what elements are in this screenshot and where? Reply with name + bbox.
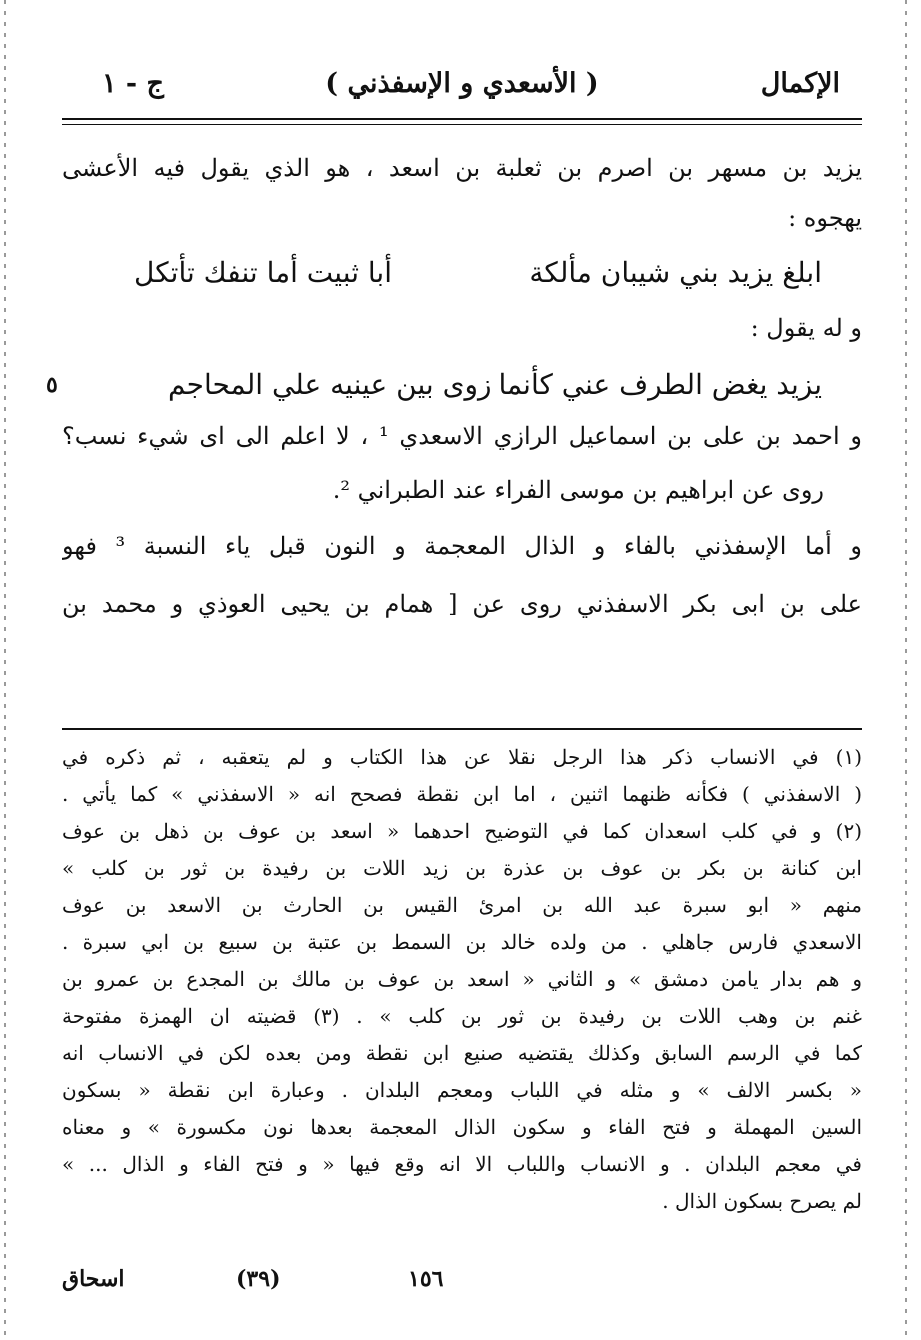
footnote-line: منهم « ابو سبرة عبد الله بن امرئ القيس بن الحارث بن الاسعد بن عوف: [62, 893, 862, 917]
text-line: و أما الإسفذني بالفاء و الذال المعجمة و النون قبل ياء النسبة ³ فهو: [62, 532, 862, 560]
header-rule: [62, 118, 862, 120]
text-line: و احمد بن على بن اسماعيل الرازي الاسعدي ¹ ، لا اعلم الى اى شيء نسب؟: [62, 422, 862, 450]
printer-signature: اسحاق: [62, 1266, 125, 1292]
footnote-rule: [62, 728, 862, 730]
scan-edge-left: [4, 0, 6, 1340]
header-rule-thin: [62, 124, 862, 125]
page-footer: [62, 1266, 862, 1306]
book-title: الإكمال: [760, 68, 840, 99]
footnote-line: السين المهملة و فتح الفاء و سكون الذال المعجمة بعدها نون مكسورة » و معناه: [62, 1115, 862, 1139]
running-header: [62, 60, 862, 120]
footnote-line: ابن كنانة بن بكر بن عوف بن عذرة بن زيد اللات بن رفيدة بن ثور بن كلب »: [62, 856, 862, 880]
text-line: يزيد بن مسهر بن اصرم بن ثعلبة بن اسعد ، هو الذي يقول فيه الأعشى: [62, 154, 862, 182]
verse-hemistich: زوى بين عينيه علي المحاجم: [168, 368, 492, 401]
footnote-line: في معجم البلدان . و الانساب واللباب الا انه وقع فيها « و فتح الفاء و الذال ... »: [62, 1152, 862, 1176]
section-title: ( الأسعدي و الإسفذني ): [325, 68, 599, 99]
footnote-line: (٢) و في كلب اسعدان كما في التوضيح احدهما « اسعد بن عوف بن ذهل بن عوف: [62, 819, 862, 843]
printer-number: (٣٩): [236, 1266, 281, 1292]
footnote-line: و هم بدار يامن دمشق » و الثاني « اسعد بن عوف بن مالك بن المجدع بن عمرو بن: [62, 967, 862, 991]
footnote-line: ( الاسفذني ) فكأنه ظنهما اثنين ، اما ابن نقطة فصحح انه « الاسفذني » كما يأتي .: [62, 782, 862, 806]
text-line: و له يقول :: [750, 314, 862, 342]
text-line: على بن ابى بكر الاسفذني روى عن [ همام بن يحيى العوذي و محمد بن: [62, 590, 862, 618]
footnote-line: « بكسر الالف » و مثله في اللباب ومعجم البلدان . وعبارة ابن نقطة « بسكون: [62, 1078, 862, 1102]
page-number: ١٥٦: [408, 1266, 444, 1292]
scan-edge-right: [905, 0, 907, 1340]
book-page: [46, 60, 862, 1213]
text-line: روى عن ابراهيم بن موسى الفراء عند الطبراني ².: [332, 476, 824, 504]
verse-hemistich: أبا ثبيت أما تنفك تأتكل: [134, 256, 392, 289]
verse-number: ٥: [46, 372, 58, 398]
footnote-line: لم يصرح بسكون الذال .: [662, 1189, 862, 1213]
footnote-line: غنم بن وهب اللات بن رفيدة بن ثور بن كلب » . (٣) قضيته ان الهمزة مفتوحة: [62, 1004, 862, 1028]
footnote-line: (١) في الانساب ذكر هذا الرجل نقلا عن هذا الكتاب و لم يتعقبه ، ثم ذكره في: [62, 745, 862, 769]
verse-hemistich: يزيد يغض الطرف عني كأنما: [498, 368, 822, 401]
text-line: يهجوه :: [788, 204, 862, 232]
footnote-line: كما في الرسم السابق وكذلك يقتضيه صنيع ابن نقطة ومن بعده لكن في الانساب انه: [62, 1041, 862, 1065]
volume-label: ج - ١: [102, 68, 164, 99]
footnote-line: الاسعدي فارس جاهلي . من ولده خالد بن السمط بن عتبة بن سبيع بن ابي سبرة .: [62, 930, 862, 954]
verse-hemistich: ابلغ يزيد بني شيبان مألكة: [529, 256, 822, 289]
